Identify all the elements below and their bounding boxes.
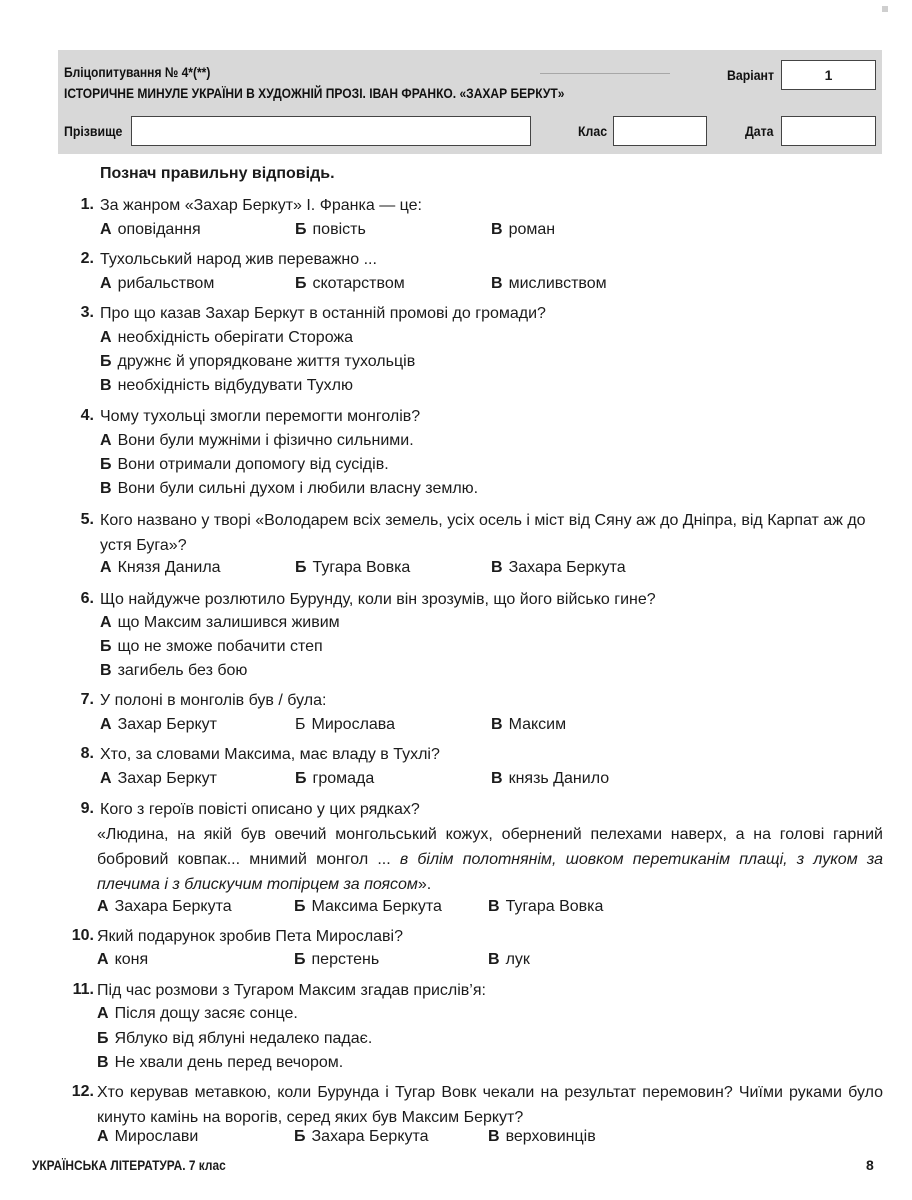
option-text: Захара Беркута [114, 898, 232, 915]
answer-option[interactable] [294, 895, 442, 919]
surname-label: Прізвище [64, 123, 123, 139]
answer-option[interactable] [100, 429, 414, 453]
page-number: 8 [866, 1157, 874, 1173]
question-text: Який подарунок зробив Пета Мирославі? [97, 928, 404, 945]
answer-option[interactable] [100, 272, 214, 296]
option-letter: А [100, 716, 112, 733]
quote-italic: в білім полотнянім, шовком перетиканім плащі, з луком за плечима і з блискучим топірцем за поясом [97, 851, 883, 893]
option-text: Тугара Вовка [505, 898, 604, 915]
question-text: У полоні в монголів був / була: [100, 692, 327, 709]
answer-option[interactable] [294, 948, 379, 972]
answer-option[interactable] [294, 1125, 429, 1149]
date-field[interactable] [781, 116, 876, 146]
footer-subject: УКРАЇНСЬКА ЛІТЕРАТУРА. 7 клас [32, 1157, 226, 1173]
instruction: Познач правильну відповідь. [100, 165, 335, 182]
option-text: Мирослави [114, 1128, 199, 1145]
option-letter: В [100, 662, 112, 679]
answer-option[interactable] [100, 453, 389, 477]
option-text: Вони отримали допомогу від сусідів. [117, 456, 389, 473]
answer-option[interactable] [488, 1125, 596, 1149]
option-letter: В [491, 716, 503, 733]
option-text: коня [114, 951, 149, 968]
answer-option[interactable] [491, 218, 555, 242]
quiz-number: Бліцопитування № 4*(**) [64, 64, 211, 80]
answer-option[interactable] [491, 556, 626, 580]
answer-option[interactable] [100, 218, 201, 242]
option-letter: В [97, 1054, 109, 1071]
question-text: Кого названо у творі «Володарем всіх земель, усіх осель і міст від Сяну аж до Дніпра, від Карпат аж до устя Буга»? [100, 512, 866, 554]
answer-option[interactable] [491, 272, 607, 296]
option-text: Максим [508, 716, 567, 733]
answer-option[interactable] [100, 350, 415, 374]
question-number: 5. [80, 511, 94, 528]
option-letter: А [97, 898, 109, 915]
answer-option[interactable] [97, 948, 148, 972]
answer-option[interactable] [97, 1027, 372, 1051]
answer-option[interactable] [295, 556, 410, 580]
option-text: рибальством [117, 275, 215, 292]
answer-option[interactable] [295, 272, 405, 296]
option-letter: В [491, 221, 503, 238]
question-text: Чому тухольці змогли перемогти монголів? [100, 408, 421, 425]
option-text: необхідність відбудувати Тухлю [117, 377, 354, 394]
option-letter: В [488, 951, 500, 968]
question-number: 9. [80, 800, 94, 817]
answer-option[interactable] [100, 556, 221, 580]
quote-end: ». [417, 876, 432, 893]
quoted-passage [97, 822, 883, 897]
option-text: що не зможе побачити степ [117, 638, 323, 655]
option-letter: В [491, 275, 503, 292]
option-letter: В [100, 480, 112, 497]
question-text: Під час розмови з Тугаром Максим згадав прислів’я: [97, 982, 486, 999]
option-letter: Б [295, 275, 307, 292]
option-letter: А [100, 770, 112, 787]
option-text: верховинців [505, 1128, 596, 1145]
question-number: 2. [80, 250, 94, 267]
answer-option[interactable] [488, 895, 603, 919]
answer-option[interactable] [491, 713, 566, 737]
option-text: князь Данило [508, 770, 610, 787]
option-text: Вони були сильні духом і любили власну землю. [117, 480, 479, 497]
class-field[interactable] [613, 116, 707, 146]
option-text: Князя Данила [117, 559, 221, 576]
answer-option[interactable] [100, 767, 217, 791]
option-letter: А [100, 614, 112, 631]
option-text: скотарством [312, 275, 405, 292]
option-text: громада [312, 770, 375, 787]
answer-option[interactable] [491, 767, 609, 791]
option-letter: Б [294, 898, 306, 915]
option-text: Захара Беркута [311, 1128, 429, 1145]
option-text: мисливством [508, 275, 607, 292]
question-number: 8. [80, 745, 94, 762]
question-text: За жанром «Захар Беркут» І. Франка — це: [100, 197, 422, 214]
question-text: Хто керував метавкою, коли Бурунда і Тугар Вовк чекали на результат перемовин? Чиїми руками було кинуто камінь на ворогів, серед яких був Максим Беркут? [97, 1084, 883, 1126]
question-text: Про що казав Захар Беркут в останній промові до громади? [100, 305, 546, 322]
option-letter: Б [294, 1128, 306, 1145]
option-letter: А [100, 221, 112, 238]
answer-option[interactable] [100, 611, 340, 635]
option-text: перстень [311, 951, 380, 968]
option-text: лук [505, 951, 530, 968]
option-letter: Б [100, 353, 112, 370]
option-text: що Максим залишився живим [117, 614, 340, 631]
option-text: оповідання [117, 221, 201, 238]
answer-option[interactable] [295, 767, 374, 791]
option-letter: Б [295, 221, 307, 238]
answer-option[interactable] [100, 477, 478, 501]
option-text: Захар Беркут [117, 770, 217, 787]
option-letter: Б [295, 716, 306, 733]
quote-text: «Людина, на якій був овечий монгольський кожух, обернений пелехами наверх, а на голові гарний бобровий ковпак... мнимий монгол ... [97, 826, 883, 868]
question-number: 3. [80, 304, 94, 321]
option-text: Тугара Вовка [312, 559, 411, 576]
option-letter: А [97, 1128, 109, 1145]
option-text: необхідність оберігати Сторожа [117, 329, 354, 346]
option-letter: Б [100, 638, 112, 655]
option-letter: А [97, 951, 109, 968]
answer-option[interactable] [295, 218, 366, 242]
answer-option[interactable] [100, 659, 247, 683]
option-letter: Б [294, 951, 306, 968]
question-number: 6. [80, 590, 94, 607]
answer-option[interactable] [97, 1125, 198, 1149]
option-letter: В [488, 898, 500, 915]
option-text: Максима Беркута [311, 898, 442, 915]
question-text: Кого з героїв повісті описано у цих рядках? [100, 801, 420, 818]
option-letter: А [97, 1005, 109, 1022]
option-letter: А [100, 432, 112, 449]
surname-field[interactable] [131, 116, 531, 146]
question-number: 10. [71, 927, 94, 944]
question-text: Що найдужче розлютило Бурунду, коли він зрозумів, що його військо гине? [100, 591, 656, 608]
option-letter: А [100, 275, 112, 292]
option-text: загибель без бою [117, 662, 248, 679]
answer-option[interactable] [295, 713, 395, 737]
answer-option[interactable] [100, 374, 353, 398]
answer-option[interactable] [97, 1051, 343, 1075]
option-text: повість [312, 221, 366, 238]
option-text: Мирослава [311, 716, 396, 733]
option-text: роман [508, 221, 556, 238]
divider [540, 73, 670, 74]
answer-option[interactable] [97, 1002, 298, 1026]
option-letter: В [488, 1128, 500, 1145]
answer-option[interactable] [100, 326, 353, 350]
option-letter: В [100, 377, 112, 394]
answer-option[interactable] [488, 948, 530, 972]
question-number: 12. [71, 1083, 94, 1100]
option-text: дружнє й упорядковане життя тухольців [117, 353, 416, 370]
corner-mark [882, 6, 888, 12]
option-text: Захар Беркут [117, 716, 217, 733]
option-text: Вони були мужніми і фізично сильними. [117, 432, 414, 449]
option-text: Захара Беркута [508, 559, 626, 576]
option-text: Яблуко від яблуні недалеко падає. [114, 1030, 373, 1047]
question-text: Хто, за словами Максима, має владу в Тухлі? [100, 746, 440, 763]
question-text: Тухольський народ жив переважно ... [100, 251, 377, 268]
option-letter: А [100, 329, 112, 346]
class-label: Клас [578, 123, 608, 139]
question-number: 11. [72, 981, 94, 998]
option-letter: В [491, 770, 503, 787]
option-text: Не хвали день перед вечором. [114, 1054, 344, 1071]
answer-option[interactable] [100, 635, 323, 659]
question-number: 4. [80, 407, 94, 424]
variant-box: 1 [781, 60, 876, 90]
option-letter: Б [295, 559, 307, 576]
option-letter: Б [295, 770, 307, 787]
option-letter: В [491, 559, 503, 576]
variant-label: Варіант [727, 67, 775, 83]
option-letter: Б [97, 1030, 109, 1047]
date-label: Дата [745, 123, 774, 139]
option-text: Після дощу засяє сонце. [114, 1005, 298, 1022]
quiz-topic: ІСТОРИЧНЕ МИНУЛЕ УКРАЇНИ В ХУДОЖНІЙ ПРОЗІ. ІВАН ФРАНКО. «ЗАХАР БЕРКУТ» [64, 85, 565, 101]
question-number: 1. [80, 196, 94, 213]
option-letter: А [100, 559, 112, 576]
question-number: 7. [80, 691, 94, 708]
option-letter: Б [100, 456, 112, 473]
answer-option[interactable] [97, 895, 232, 919]
answer-option[interactable] [100, 713, 217, 737]
